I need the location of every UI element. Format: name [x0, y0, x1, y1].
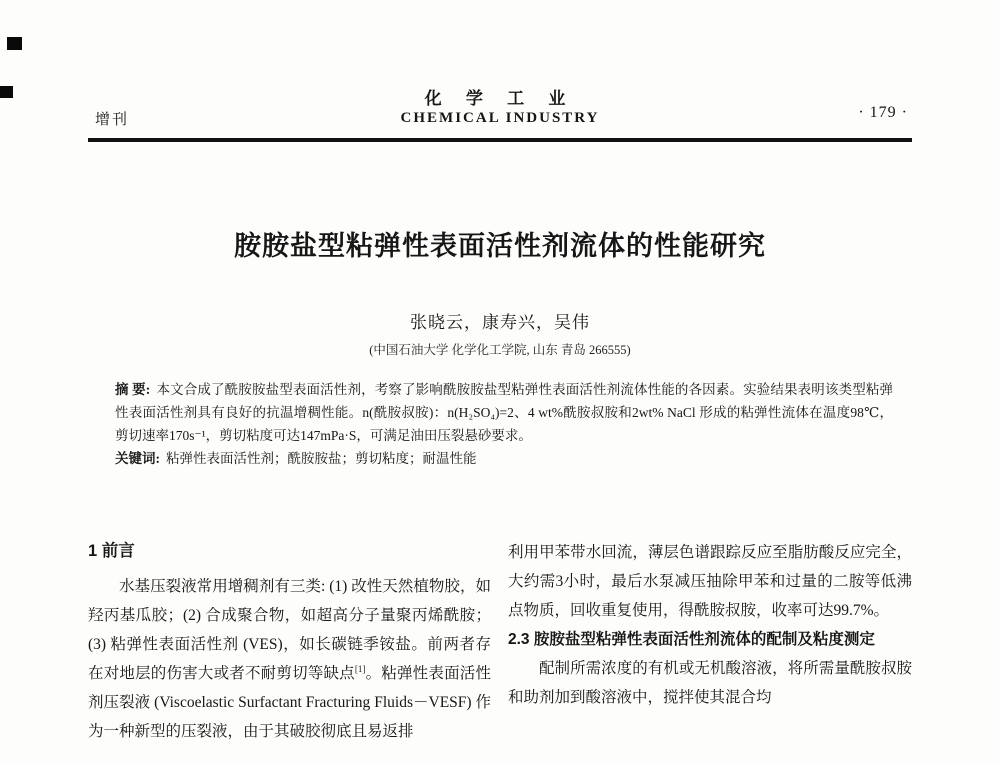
journal-title-en: CHEMICAL INDUSTRY	[400, 110, 600, 126]
issue-label: 增刊	[95, 112, 130, 128]
header-rule	[88, 138, 912, 142]
reference-marker: [1]	[354, 663, 366, 674]
right-column	[508, 538, 912, 764]
authors: 张晓云，康寿兴，吴伟	[410, 313, 590, 332]
keywords-label: 关键词:	[115, 451, 160, 466]
abstract-block	[115, 378, 893, 470]
section-heading-1: 1 前言	[88, 542, 135, 560]
intro-text-part2: 。粘弹性表面活性剂压裂液 (Viscoelastic Surfactant Fracturing Fluids－VESF) 作为一种新型的压裂液，由于其破胶彻底且易返排	[88, 665, 491, 740]
keywords-paragraph	[115, 447, 893, 470]
keywords-text: 粘弹性表面活性剂；酰胺胺盐；剪切粘度；耐温性能	[166, 451, 477, 466]
scan-artifact	[7, 37, 22, 50]
continuation-paragraph: 利用甲苯带水回流，薄层色谱跟踪反应至脂肪酸反应完全，大约需3小时，最后水泵减压抽除甲苯和过量的二胺等低沸点物质，回收重复使用，得酰胺叔胺，收率可达99.7%。	[508, 544, 912, 619]
abstract-paragraph	[115, 378, 893, 447]
intro-text-part1: 水基压裂液常用增稠剂有三类: (1) 改性天然植物胶，如羟丙基瓜胶；(2) 合成聚合物，如超高分子量聚丙烯酰胺；(3) 粘弹性表面活性剂 (VES)，如长碳链季铵盐。前两者存在对地层的伤害大或者不耐剪切等缺点	[88, 578, 491, 682]
affiliation: (中国石油大学 化学化工学院, 山东 青岛 266555)	[369, 343, 631, 357]
article-title: 胺胺盐型粘弹性表面活性剂流体的性能研究	[234, 231, 766, 261]
journal-title-cn: 化 学 工 业	[424, 89, 576, 108]
left-column	[88, 538, 491, 764]
abstract-text: 本文合成了酰胺胺盐型表面活性剂，考察了影响酰胺胺盐型粘弹性表面活性剂流体性能的各因素。实验结果表明该类型粘弹性表面活性剂具有良好的抗温增稠性能。n(酰胺叔胺)：n(H₂SO₄)=2、4 wt%酰胺叔胺和2wt% NaCl 形成的粘弹性流体在温度98℃，剪切速率170s⁻¹，剪切粘度可达147mPa·S，可满足油田压裂悬砂要求。	[115, 382, 894, 443]
abstract-label: 摘 要:	[115, 382, 151, 397]
page-number: · 179 ·	[858, 104, 908, 121]
intro-paragraph	[88, 572, 491, 746]
section-heading-2-3: 2.3 胺胺盐型粘弹性表面活性剂流体的配制及粘度测定	[508, 631, 875, 648]
method-paragraph: 配制所需浓度的有机或无机酸溶液，将所需量酰胺叔胺和助剂加到酸溶液中，搅拌使其混合均	[508, 660, 912, 706]
